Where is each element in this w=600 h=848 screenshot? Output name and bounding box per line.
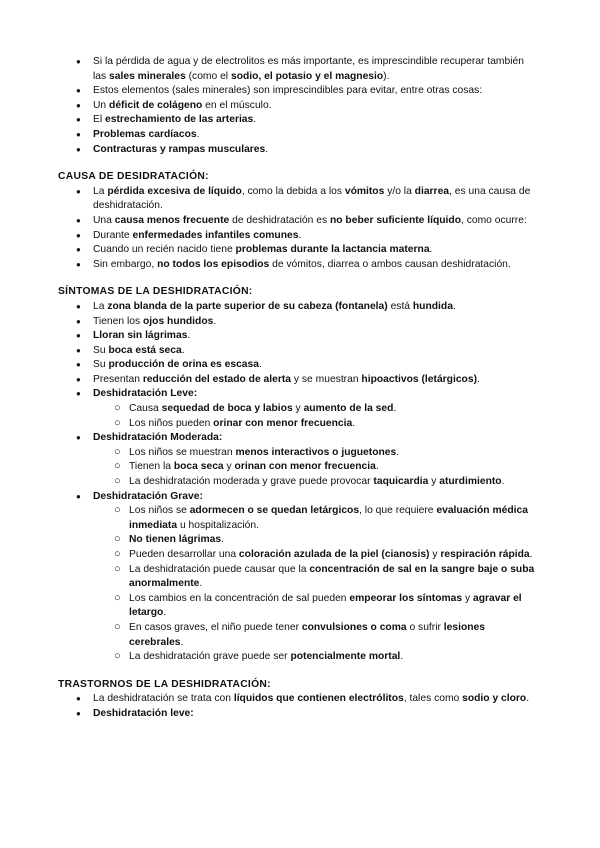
bold-text: potencialmente mortal (290, 651, 401, 663)
bold-text: enfermedades infantiles comunes (132, 229, 299, 241)
moderada-label: Deshidratación Moderada: (93, 432, 223, 444)
bold-text: agravar el letargo (129, 592, 522, 619)
sub-list-item: ○ Tienen la boca seca y orinan con menor frecuencia. (114, 460, 379, 473)
leve-label: Deshidratación Leve: (93, 388, 198, 400)
bold-text: Problemas cardíacos (93, 128, 197, 140)
list-item-grave: ● Deshidratación Grave: (76, 490, 203, 502)
bold-text: boca está seca (108, 344, 182, 356)
bold-text: hundida (412, 300, 453, 312)
sub-list-item: ○ Los niños se muestran menos interactivos o juguetones. (114, 445, 400, 458)
bold-text: vómitos (344, 185, 385, 197)
list-item-leve: ● Deshidratación leve: (76, 707, 194, 719)
bold-text: evaluación médica inmediata (129, 505, 528, 531)
bold-text: sodio, el potasio y el magnesio (230, 70, 384, 82)
list-item: ● Presentan reducción del estado de alerta y se muestran hipoactivos (letárgicos). (76, 373, 480, 385)
bold-text: adormecen o se quedan letárgicos (189, 505, 360, 517)
bold-text: aturdimiento (439, 476, 502, 488)
list-item: ● Durante enfermedades infantiles comunes. (76, 229, 302, 241)
sub-list-item: ○ Los niños se adormecen o se quedan letárgicos, lo que requiere evaluación médica inmediata u hospitalización. (114, 504, 528, 531)
bold-text: problemas durante la lactancia materna (235, 244, 430, 256)
bold-text: líquidos que contienen electrólitos (233, 693, 404, 705)
list-item: ● Problemas cardíacos. (76, 128, 200, 140)
list-item: ● Cuando un recién nacido tiene problemas durante la lactancia materna. (76, 244, 433, 256)
bold-text: boca seca (173, 461, 224, 473)
trastornos-list (0, 692, 600, 721)
section-heading-trastornos: TRASTORNOS DE LA DESHIDRATACIÓN: (58, 678, 271, 690)
sub-list-item: ○ Los niños pueden orinar con menor frecuencia. (114, 416, 356, 429)
bold-text: lesiones cerebrales (129, 621, 486, 648)
bold-text: taquicardia (373, 476, 429, 488)
bold-text: zona blanda de la parte superior de su cabeza (fontanela) (107, 300, 388, 312)
section-heading-sintomas: SÍNTOMAS DE LA DESHIDRATACIÓN: (58, 286, 253, 298)
sub-list-item: ○ En casos graves, el niño puede tener convulsiones o coma o sufrir lesiones cerebrales. (114, 620, 486, 648)
bold-text: convulsiones o coma (301, 621, 407, 633)
grave-label: Deshidratación Grave: (93, 490, 203, 502)
sub-list-item: ○ La deshidratación puede causar que la concentración de sal en la sangre baje o suba anormalmente. (114, 562, 535, 590)
bold-text: causa menos frecuente (114, 214, 230, 226)
list-item: ● Sin embargo, no todos los episodios de vómitos, diarrea o ambos causan deshidratación. (76, 258, 511, 270)
sub-list-item: ○ Los cambios en la concentración de sal pueden empeorar los síntomas y agravar el letargo. (114, 591, 522, 619)
section-heading-causas: CAUSA DE DESIDRATACIÓN: (58, 171, 209, 183)
bold-text: déficit de colágeno (109, 99, 203, 111)
sub-list-item: ○ La deshidratación grave puede ser potencialmente mortal. (114, 650, 404, 663)
bold-text: estrechamiento de las arterias (105, 114, 254, 126)
bold-text: orinar con menor frecuencia (213, 417, 353, 429)
bold-text: ojos hundidos (143, 315, 214, 327)
sub-list-item: ○ La deshidratación moderada y grave puede provocar taquicardia y aturdimiento. (114, 475, 505, 488)
bold-text: respiración rápida (440, 549, 530, 560)
sub-list-item: ○ No tienen lágrimas. (114, 533, 224, 546)
list-item: ● Un déficit de colágeno en el músculo. (76, 99, 272, 111)
trastornos-leve-label: Deshidratación leve: (93, 707, 194, 719)
bold-text: no beber suficiente líquido (329, 214, 461, 226)
list-item: ● La deshidratación se trata con líquidos que contienen electrólitos, tales como sodio y cloro. (76, 693, 530, 705)
list-item: ● Su boca está seca. (76, 344, 185, 356)
intro-list (0, 55, 600, 157)
bold-text: no todos los episodios (157, 258, 270, 270)
list-item: ● El estrechamiento de las arterias. (76, 114, 257, 126)
bold-text: reducción del estado de alerta (142, 373, 292, 385)
bold-text: Contracturas y rampas musculares (93, 143, 266, 155)
bold-text: aumento de la sed (303, 403, 394, 415)
list-item: ● Su producción de orina es escasa. (76, 359, 262, 371)
bold-text: pérdida excesiva de líquido (107, 185, 242, 197)
causas-list (0, 185, 600, 273)
list-item: ● Estos elementos (sales minerales) son imprescindibles para evitar, entre otras cosas: (76, 85, 483, 97)
list-item: ● Tienen los ojos hundidos. (76, 315, 217, 327)
bold-text: diarrea (414, 185, 450, 197)
bold-text: concentración de sal en la sangre baje o suba anormalmente (129, 563, 535, 590)
bold-text: menos interactivos o juguetones (235, 446, 397, 458)
sintomas-list (0, 300, 600, 665)
list-item-moderada: ● Deshidratación Moderada: (76, 432, 223, 444)
bold-text: empeorar los síntomas (349, 592, 463, 604)
list-item: ● Lloran sin lágrimas. (76, 330, 191, 342)
bold-text: producción de orina es escasa (108, 359, 259, 371)
list-item: ● La zona blanda de la parte superior de su cabeza (fontanela) está hundida. (76, 300, 456, 312)
list-item-leve: ● Deshidratación Leve: (76, 388, 198, 400)
bold-text: No tienen lágrimas (129, 534, 222, 546)
bold-text: sales minerales (109, 70, 186, 82)
list-item: ● Si la pérdida de agua y de electrolitos es más importante, es imprescindible recuperar también las sales minerales (como el sodio, el potasio y el magnesio). (76, 56, 524, 82)
bold-text: sodio y cloro (462, 693, 527, 705)
sub-list-item: ○ Pueden desarrollar una coloración azulada de la piel (cianosis) y respiración rápida. (114, 548, 533, 560)
bold-text: coloración azulada de la piel (cianosis) (238, 549, 430, 560)
list-item: ● Contracturas y rampas musculares. (76, 143, 269, 155)
sub-list-item: ○ Causa sequedad de boca y labios y aumento de la sed. (114, 402, 397, 415)
bold-text: Lloran sin lágrimas (93, 330, 188, 342)
bold-text: hipoactivos (letárgicos) (361, 373, 478, 385)
bold-text: orinan con menor frecuencia (234, 461, 376, 473)
bold-text: sequedad de boca y labios (161, 403, 293, 415)
list-item: ● Una causa menos frecuente de deshidratación es no beber suficiente líquido, como ocurre: (76, 214, 527, 226)
list-item: ● La pérdida excesiva de líquido, como la debida a los vómitos y/o la diarrea, es una causa de deshidratación. (76, 185, 531, 212)
